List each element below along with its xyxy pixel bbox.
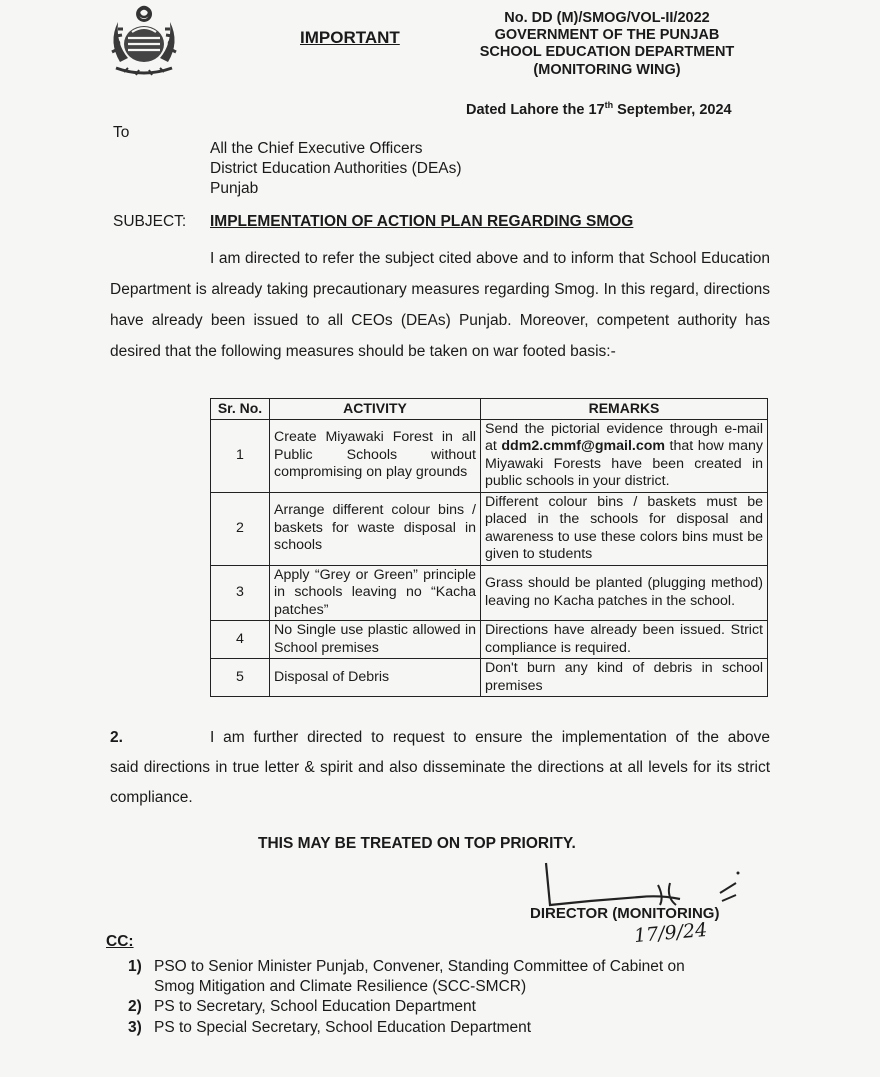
cc-item-3: 3) PS to Special Secretary, School Education Department [128,1019,532,1036]
paragraph-1: I am directed to refer the subject cited above and to inform that School Education Department is already taking precautionary measures regarding Smog. In this regard, directions have already been issued to all CEOs (DEAs) Punjab. Moreover, competent authority has desired that the following measures should be taken on war footed basis:- [110,250,770,360]
sr-cell: 1 [211,419,270,492]
reference-number: No. DD (M)/SMOG/VOL-II/2022 [504,10,710,26]
table-row [211,565,768,621]
activity-cell: Create Miyawaki Forest in all Public Schools without compromising on play grounds [270,419,481,492]
activity-cell: Arrange different colour bins / baskets for waste disposal in schools [270,492,481,565]
header-activity: ACTIVITY [270,399,481,420]
recipient-line: District Education Authorities (DEAs) [210,160,462,177]
sr-cell: 4 [211,621,270,659]
cc-label: CC: [106,933,134,950]
header-sr-no: Sr. No. [211,399,270,420]
recipient-line: All the Chief Executive Officers [210,140,423,157]
cc-item-1: 1) PSO to Senior Minister Punjab, Convener, Standing Committee of Cabinet on Smog Mitigation and Climate Resilience (SCC-SMCR) [128,958,685,995]
cc-item-2: 2) PS to Secretary, School Education Department [128,998,476,1015]
email-address: ddm2.cmmf@gmail.com [501,438,666,454]
sr-cell: 2 [211,492,270,565]
important-marker: IMPORTANT [300,28,400,47]
paragraph-2-body: said directions in true letter & spirit and also disseminate the directions at all levels for its strict compliance. [110,759,770,806]
remarks-cell: Grass should be planted (plugging method) leaving no Kacha patches in the school. [481,565,768,621]
priority-note: THIS MAY BE TREATED ON TOP PRIORITY. [258,835,576,852]
sr-cell: 3 [211,565,270,621]
recipient-block [210,139,462,199]
activity-cell: Apply “Grey or Green” principle in schools leaving no “Kacha patches” [270,565,481,621]
sr-cell: 5 [211,659,270,697]
handwritten-date: 17/9/24 [633,918,709,948]
remarks-cell: Send the pictorial evidence through e-mail at ddm2.cmmf@gmail.com that how many Miyawaki Forests have been created in public schools in your district. [481,419,768,492]
table-row [211,621,768,659]
wing-name: (MONITORING WING) [533,62,681,78]
table-header-row [211,399,768,420]
table-row [211,419,768,492]
measures-table [210,398,768,697]
paragraph-2-number: 2. [110,729,123,746]
subject-label: SUBJECT: [113,213,187,230]
activity-cell: Disposal of Debris [270,659,481,697]
remarks-cell: Don't burn any kind of debris in school premises [481,659,768,697]
remarks-cell: Different colour bins / baskets must be placed in the schools for disposal and awareness to use these colors bins must be given to students [481,492,768,565]
letter-date: Dated Lahore the 17th September, 2024 [466,100,732,118]
paragraph-2-first-line: I am further directed to request to ensure the implementation of the above [210,729,770,746]
government-name: GOVERNMENT OF THE PUNJAB [494,27,720,43]
subject-text: IMPLEMENTATION OF ACTION PLAN REGARDING SMOG [210,213,634,230]
header-remarks: REMARKS [481,399,768,420]
department-name: SCHOOL EDUCATION DEPARTMENT [479,44,735,60]
punjab-emblem-icon [98,2,190,82]
signatory-title: DIRECTOR (MONITORING) [530,905,720,922]
remarks-cell: Directions have already been issued. Strict compliance is required. [481,621,768,659]
to-label: To [113,124,130,141]
recipient-line: Punjab [210,180,259,197]
table-row [211,492,768,565]
table-row [211,659,768,697]
activity-cell: No Single use plastic allowed in School premises [270,621,481,659]
